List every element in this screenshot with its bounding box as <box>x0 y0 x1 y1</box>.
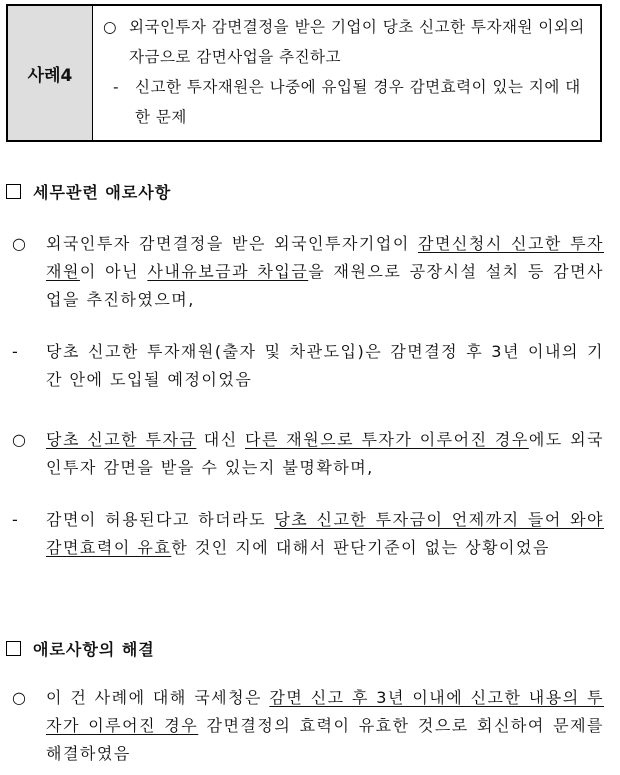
dash-mark: - <box>12 342 20 361</box>
dash-mark: - <box>12 510 20 529</box>
case-line-1: 외국인투자 감면결정을 받은 기업이 당초 신고한 투자재원 이외의 자금으로 감면사업을 추진하고 <box>129 18 585 66</box>
underlined-text: 감면 신고 후 3년 이내에 신고한 내용의 투자가 이루어진 경우 <box>46 688 605 735</box>
paragraph-text: 외국인투자 감면결정을 받은 외국인투자기업이 감면신청시 신고한 투자재원이 아닌 사내유보금과 차입금을 재원으로 공장시설 설치 등 감면사업을 추진하였으며, <box>46 234 604 309</box>
case-label: 사례4 <box>8 6 93 140</box>
paragraph-text: 당초 신고한 투자금 대신 다른 재원으로 투자가 이루어진 경우에도 외국인투자 감면을 받을 수 있는지 불명확하며, <box>46 430 604 477</box>
underlined-text: 당초 신고한 투자금 <box>46 430 197 449</box>
checkbox-square-icon <box>6 184 21 199</box>
paragraph-text: 감면이 허용된다고 하더라도 당초 신고한 투자금이 언제까지 들어 와야 감면효력이 유효한 것인 지에 대해서 판단기준이 없는 상황이었음 <box>46 510 604 557</box>
issue-paragraph-1 <box>12 230 604 314</box>
section-title-issues <box>6 180 171 203</box>
case-line-2: 신고한 투자재원은 나중에 유입될 경우 감면효력이 있는 지에 대한 문제 <box>135 78 581 126</box>
bullet-mark: ○ <box>103 18 118 36</box>
bullet-mark: ○ <box>12 430 28 449</box>
case-item <box>103 12 590 72</box>
underlined-text: 당초 신고한 투자금이 언제까지 들어 와야 감면효력이 유효 <box>46 510 604 557</box>
section-title-text: 세무관련 애로사항 <box>33 183 172 202</box>
paragraph-text: 당초 신고한 투자재원(출자 및 차관도입)은 감면결정 후 3년 이내의 기간 안에 도입될 예정이었음 <box>46 342 604 389</box>
resolution-paragraph-1 <box>12 684 604 768</box>
underlined-text: 감면신청시 신고한 투자재원 <box>46 234 604 281</box>
issue-paragraph-3 <box>12 426 604 482</box>
case-body <box>93 6 600 140</box>
issue-paragraph-2 <box>12 338 604 394</box>
section-title-text: 애로사항의 해결 <box>33 640 155 659</box>
paragraph-text: 이 건 사례에 대해 국세청은 감면 신고 후 3년 이내에 신고한 내용의 투자가 이루어진 경우 감면결정의 효력이 유효한 것으로 회신하여 문제를 해결하였음 <box>46 688 605 763</box>
case-box <box>6 4 602 142</box>
case-subitem <box>103 72 590 132</box>
bullet-mark: ○ <box>12 234 28 253</box>
underlined-text: 사내유보금과 차입금 <box>147 262 309 281</box>
section-title-resolution <box>6 637 155 660</box>
underlined-text: 다른 재원으로 투자가 이루어진 경우 <box>245 430 529 449</box>
dash-mark: - <box>113 78 120 96</box>
issue-paragraph-4 <box>12 506 604 562</box>
checkbox-square-icon <box>6 641 21 656</box>
bullet-mark: ○ <box>12 688 28 707</box>
